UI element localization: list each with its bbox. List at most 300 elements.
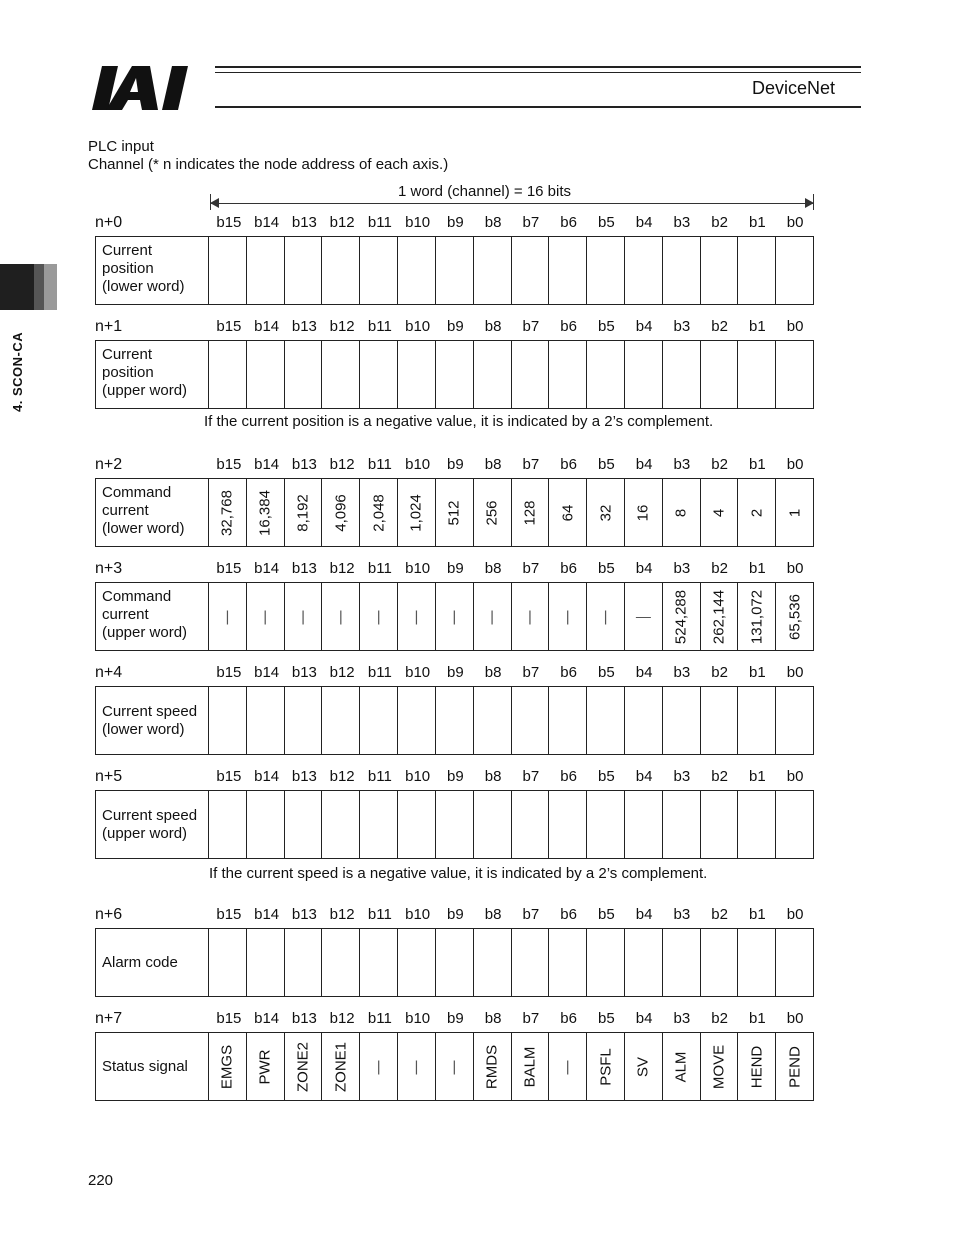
bit-value: | [527, 608, 532, 625]
bit-cell [663, 479, 701, 546]
bit-value: | [376, 608, 381, 625]
bit-cell [512, 237, 550, 304]
bit-cell [663, 341, 701, 408]
bit-header: b13 [291, 1010, 317, 1027]
register-label-line: Current [102, 242, 153, 259]
bit-header: b11 [367, 664, 392, 681]
register-grid [95, 686, 814, 755]
bit-value: 16,384 [256, 489, 274, 536]
bit-value: | [376, 1058, 381, 1075]
bit-header: b5 [598, 318, 615, 335]
bit-header: b15 [216, 560, 242, 577]
bit-header: b3 [673, 768, 691, 785]
bit-value: | [263, 608, 268, 625]
bit-cell [247, 929, 285, 996]
bit-cell [587, 791, 625, 858]
bit-header: b9 [447, 664, 464, 681]
bit-header: b5 [598, 214, 615, 231]
bit-header: b12 [329, 560, 355, 577]
bit-header: b7 [522, 214, 540, 231]
bit-cell [549, 479, 587, 546]
bit-header: b0 [786, 768, 804, 785]
bit-cell [285, 341, 323, 408]
bit-header: b7 [522, 560, 540, 577]
bit-cell [322, 1033, 360, 1100]
bit-cell [322, 929, 360, 996]
bit-header: b3 [673, 318, 691, 335]
bit-header: b2 [711, 456, 728, 473]
bit-header: b9 [447, 214, 464, 231]
bit-cell [474, 929, 512, 996]
bit-cell [436, 479, 474, 546]
bit-cell [587, 687, 625, 754]
bit-value: | [452, 608, 457, 625]
bit-cell [322, 479, 360, 546]
bit-cell [776, 929, 813, 996]
bit-cell [701, 1033, 739, 1100]
register-label-line: (upper word) [102, 382, 188, 399]
bit-value: 512 [445, 499, 463, 526]
bit-cell [360, 583, 398, 650]
bit-cell [209, 237, 247, 304]
register-grid [95, 478, 814, 547]
bit-header: b5 [598, 1010, 615, 1027]
bit-cell [549, 237, 587, 304]
bit-header: b11 [367, 214, 392, 231]
bit-cell [738, 791, 776, 858]
bit-cell [587, 479, 625, 546]
register-label [96, 791, 209, 858]
bit-header: b11 [367, 318, 392, 335]
bit-header: b6 [560, 560, 577, 577]
bit-value: 2 [748, 508, 766, 517]
bit-header: b0 [786, 456, 804, 473]
bit-value: 4,096 [332, 493, 350, 532]
bit-value: PWR [256, 1049, 274, 1084]
register-label-line: Status signal [102, 1057, 188, 1075]
bit-header: b4 [635, 768, 653, 785]
bit-cell [322, 341, 360, 408]
bit-header: b14 [254, 1010, 280, 1027]
bit-header: b2 [711, 906, 728, 923]
bit-header: b0 [786, 214, 804, 231]
bit-header: b11 [367, 560, 392, 577]
bit-cell [549, 341, 587, 408]
bit-header: b10 [405, 768, 431, 785]
bit-header: b14 [254, 664, 280, 681]
bit-cell [285, 687, 323, 754]
bit-header: b4 [635, 664, 653, 681]
bit-cell [398, 479, 436, 546]
bit-header: b5 [598, 456, 615, 473]
bit-header: b9 [447, 906, 464, 923]
bit-value: — [635, 608, 651, 625]
bit-cell [512, 341, 550, 408]
bit-cell [247, 341, 285, 408]
bit-header: b2 [711, 1010, 728, 1027]
bit-cell [398, 583, 436, 650]
bit-header: b10 [405, 214, 431, 231]
word-width-arrow [210, 203, 814, 204]
register-label-line: Command [102, 588, 172, 605]
bit-header: b11 [367, 456, 392, 473]
bit-cell [776, 687, 813, 754]
bit-header: b14 [254, 768, 280, 785]
bit-header: b3 [673, 456, 691, 473]
bit-cell [322, 583, 360, 650]
bit-header-row [210, 214, 814, 234]
channel-label: n+5 [95, 768, 123, 785]
register-label [96, 479, 209, 546]
bit-header: b13 [291, 664, 317, 681]
bit-header: b4 [635, 214, 653, 231]
register-label-line: position [102, 364, 154, 381]
bit-header: b3 [673, 560, 691, 577]
bit-header: b2 [711, 768, 728, 785]
bit-header: b14 [254, 214, 280, 231]
channel-label: n+3 [95, 560, 123, 577]
bit-cell [549, 929, 587, 996]
bit-header: b11 [367, 1010, 392, 1027]
bit-cell [474, 479, 512, 546]
bit-header-row [210, 1010, 814, 1030]
header-rule-top [215, 66, 861, 68]
bit-value: MOVE [710, 1044, 728, 1089]
bit-value: | [338, 608, 343, 625]
bit-cell [512, 479, 550, 546]
register-label [96, 237, 209, 304]
register-label [96, 341, 209, 408]
bit-header: b1 [749, 906, 766, 923]
bit-header: b10 [405, 456, 431, 473]
bit-header: b2 [711, 560, 728, 577]
bit-header: b10 [405, 664, 431, 681]
bit-cell [625, 479, 663, 546]
bit-cell [625, 929, 663, 996]
bit-header: b7 [522, 456, 540, 473]
bit-header: b4 [635, 906, 653, 923]
bit-header-row [210, 456, 814, 476]
bit-value: 131,072 [748, 589, 766, 644]
bit-cell [776, 1033, 813, 1100]
register-grid [95, 1032, 814, 1101]
register-label [96, 687, 209, 754]
bit-cell [701, 687, 739, 754]
bit-cell [549, 687, 587, 754]
bit-header: b15 [216, 768, 242, 785]
bit-header: b0 [786, 318, 804, 335]
bit-cell [285, 791, 323, 858]
bit-value: 262,144 [710, 589, 728, 644]
bit-value: | [301, 608, 305, 625]
bit-cell [474, 791, 512, 858]
register-label-line: (lower word) [102, 520, 185, 537]
register-label-line: position [102, 260, 154, 277]
bit-header: b14 [254, 318, 280, 335]
bit-cell [209, 1033, 247, 1100]
bit-cell [738, 237, 776, 304]
bit-header: b0 [786, 664, 804, 681]
bit-header: b15 [216, 318, 242, 335]
bit-header: b15 [216, 214, 242, 231]
bit-cell [663, 583, 701, 650]
bit-cell [738, 929, 776, 996]
bit-value: 1 [786, 508, 804, 517]
bit-cell [625, 583, 663, 650]
bit-cell [398, 687, 436, 754]
bit-cell [663, 687, 701, 754]
bit-cell [549, 583, 587, 650]
register-label [96, 1033, 209, 1100]
bit-cell [247, 479, 285, 546]
bit-cell [474, 237, 512, 304]
bit-cell [285, 237, 323, 304]
register-label-line: current [102, 502, 149, 519]
bit-value: ALM [672, 1051, 690, 1082]
bit-cell [625, 687, 663, 754]
bit-header: b10 [405, 318, 431, 335]
bit-cell [209, 583, 247, 650]
register-label-line: (lower word) [102, 721, 185, 738]
bit-header-row [210, 768, 814, 788]
bit-header: b12 [329, 214, 355, 231]
bit-cell [663, 1033, 701, 1100]
register-label [96, 929, 209, 996]
bit-cell [398, 341, 436, 408]
bit-cell [360, 929, 398, 996]
channel-label: n+1 [95, 318, 123, 335]
bit-cell [436, 237, 474, 304]
bit-value: | [225, 608, 230, 625]
arrow-left-icon [210, 198, 219, 208]
bit-cell [322, 791, 360, 858]
bit-cell [738, 479, 776, 546]
intro-title: PLC input [88, 138, 154, 155]
bit-header: b0 [786, 1010, 804, 1027]
bit-cell [398, 237, 436, 304]
bit-cell [474, 341, 512, 408]
bit-value: SV [634, 1056, 652, 1077]
bit-header: b4 [635, 1010, 653, 1027]
bit-cell [247, 237, 285, 304]
channel-label: n+7 [95, 1010, 123, 1027]
bit-header: b2 [711, 664, 728, 681]
bit-cell [625, 341, 663, 408]
section-title: DeviceNet [752, 78, 836, 98]
bit-header: b3 [673, 664, 691, 681]
bit-value: 16 [634, 504, 652, 521]
bit-header: b6 [560, 906, 577, 923]
register-label-line: Current speed [102, 807, 198, 824]
bit-header: b0 [786, 906, 804, 923]
channel-label: n+6 [95, 906, 123, 923]
bit-header: b10 [405, 1010, 431, 1027]
bit-cell [549, 1033, 587, 1100]
iai-logo [92, 62, 212, 114]
bit-header: b7 [522, 664, 540, 681]
bit-value: | [414, 608, 419, 625]
bit-header: b9 [447, 560, 464, 577]
bit-header: b6 [560, 664, 577, 681]
bit-header: b15 [216, 906, 242, 923]
bit-header: b5 [598, 664, 615, 681]
bit-header-row [210, 906, 814, 926]
bit-cell [436, 583, 474, 650]
register-grid [95, 928, 814, 997]
bit-header: b7 [522, 906, 540, 923]
bit-value: 1,024 [407, 493, 425, 532]
bit-cell [701, 583, 739, 650]
arrow-right-icon [805, 198, 814, 208]
bit-cell [776, 791, 813, 858]
bit-header: b3 [673, 214, 691, 231]
channel-label: n+4 [95, 664, 123, 681]
bit-value: 65,536 [786, 593, 804, 640]
bit-value: 64 [559, 504, 577, 521]
bit-header: b8 [484, 664, 502, 681]
bit-cell [436, 687, 474, 754]
bit-value: 524,288 [672, 589, 690, 644]
register-label-line: Command [102, 484, 172, 501]
channel-label: n+0 [95, 214, 123, 231]
bit-header: b15 [216, 1010, 242, 1027]
bit-header-row [210, 664, 814, 684]
bit-header: b12 [329, 664, 355, 681]
bit-header: b5 [598, 560, 615, 577]
bit-cell [436, 791, 474, 858]
bit-header: b2 [711, 318, 728, 335]
bit-cell [322, 237, 360, 304]
bit-header: b15 [216, 664, 242, 681]
bit-header: b3 [673, 1010, 691, 1027]
bit-header: b4 [635, 560, 653, 577]
bit-header: b13 [291, 456, 317, 473]
bit-cell [398, 791, 436, 858]
bit-cell [512, 1033, 550, 1100]
bit-cell [360, 791, 398, 858]
bit-cell [625, 237, 663, 304]
bit-cell [360, 687, 398, 754]
bit-cell [247, 791, 285, 858]
bit-header: b14 [254, 560, 280, 577]
bit-header: b6 [560, 214, 577, 231]
bit-cell [398, 1033, 436, 1100]
bit-cell [209, 479, 247, 546]
bit-cell [625, 1033, 663, 1100]
bit-value: BALM [521, 1046, 539, 1087]
bit-cell [360, 479, 398, 546]
bit-value: 32 [597, 504, 615, 521]
bit-header: b7 [522, 318, 540, 335]
bit-header: b11 [367, 768, 392, 785]
bit-header: b13 [291, 318, 317, 335]
bit-header: b10 [405, 560, 431, 577]
register-grid [95, 790, 814, 859]
intro-subtitle: Channel (* n indicates the node address of each axis.) [88, 156, 449, 173]
bit-header-row [210, 560, 814, 580]
register-label-line: Alarm code [102, 953, 178, 971]
register-grid [95, 340, 814, 409]
bit-value: PSFL [597, 1047, 615, 1086]
bit-cell [701, 341, 739, 408]
bit-header: b1 [749, 768, 766, 785]
bit-value: ZONE2 [294, 1041, 312, 1092]
bit-header: b6 [560, 1010, 577, 1027]
bit-header: b8 [484, 214, 502, 231]
bit-cell [587, 583, 625, 650]
bit-value: ZONE1 [332, 1041, 350, 1092]
bit-cell [285, 1033, 323, 1100]
bit-header: b12 [329, 456, 355, 473]
bit-cell [360, 1033, 398, 1100]
bit-header: b13 [291, 560, 317, 577]
bit-header: b8 [484, 456, 502, 473]
bit-header: b14 [254, 456, 280, 473]
register-label-line: current [102, 606, 149, 623]
chapter-tab [0, 264, 57, 310]
chapter-label: 4. SCON-CA [10, 331, 25, 412]
bit-cell [701, 791, 739, 858]
bit-cell [701, 237, 739, 304]
bit-header: b8 [484, 560, 502, 577]
bit-header-row [210, 318, 814, 338]
bit-cell [247, 1033, 285, 1100]
bit-header: b7 [522, 1010, 540, 1027]
bit-header: b4 [635, 318, 653, 335]
bit-cell [436, 341, 474, 408]
bit-cell [738, 583, 776, 650]
bit-cell [776, 341, 813, 408]
bit-header: b12 [329, 1010, 355, 1027]
bit-cell [360, 237, 398, 304]
bit-cell [285, 583, 323, 650]
bit-header: b13 [291, 768, 317, 785]
bit-cell [738, 687, 776, 754]
bit-cell [209, 687, 247, 754]
header-rule-bottom [215, 106, 861, 108]
register-label-line: (lower word) [102, 278, 185, 295]
bit-cell [436, 929, 474, 996]
register-label-line: Current speed [102, 703, 198, 720]
word-width-label: 1 word (channel) = 16 bits [398, 183, 572, 200]
bit-value: 2,048 [370, 493, 388, 532]
bit-header: b1 [749, 1010, 766, 1027]
bit-value: 32,768 [218, 489, 236, 536]
bit-value: | [452, 1058, 457, 1075]
bit-cell [360, 341, 398, 408]
bit-cell [512, 687, 550, 754]
bit-cell [512, 583, 550, 650]
bit-value: HEND [748, 1045, 766, 1088]
bit-cell [776, 479, 813, 546]
bit-value: 4 [710, 508, 728, 517]
bit-header: b1 [749, 664, 766, 681]
bit-cell [247, 583, 285, 650]
bit-header: b15 [216, 456, 242, 473]
note-speed: If the current speed is a negative value, it is indicated by a 2’s complement. [209, 865, 708, 882]
bit-value: 8 [672, 508, 690, 517]
bit-header: b12 [329, 906, 355, 923]
bit-cell [474, 687, 512, 754]
bit-cell [512, 791, 550, 858]
bit-header: b14 [254, 906, 280, 923]
bit-value: 8,192 [294, 493, 312, 532]
bit-header: b9 [447, 456, 464, 473]
bit-cell [701, 929, 739, 996]
bit-cell [663, 237, 701, 304]
header-rule-thin [215, 72, 861, 73]
bit-header: b9 [447, 318, 464, 335]
